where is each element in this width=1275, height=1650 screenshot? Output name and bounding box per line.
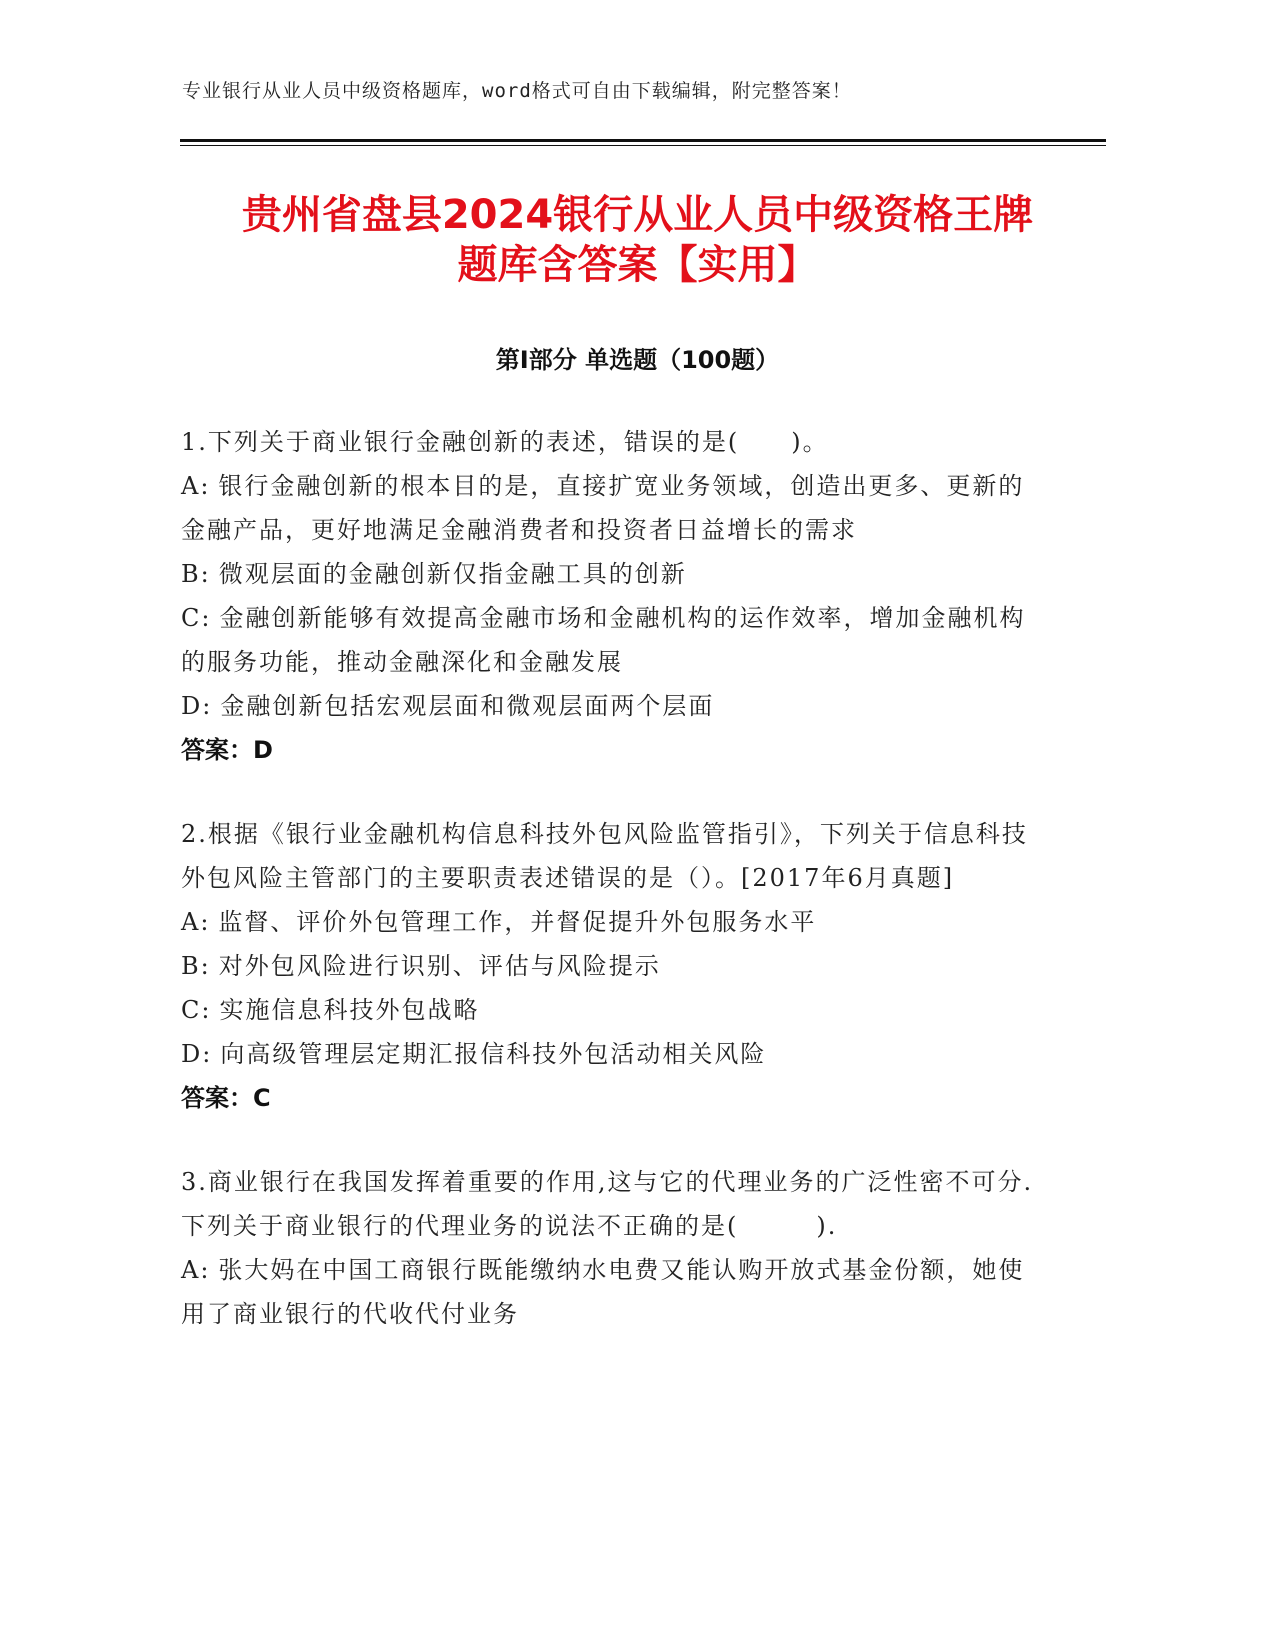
option-text: 监督、评价外包管理工作，并督促提升外包服务水平 <box>218 908 817 936</box>
option-key: D: <box>181 692 213 720</box>
option-text: 金融创新包括宏观层面和微观层面两个层面 <box>220 692 715 720</box>
question-2 <box>181 812 1041 1120</box>
question-stem: 1.下列关于商业银行金融创新的表述，错误的是( )。 <box>181 428 829 456</box>
option-key: A: <box>181 1256 211 1284</box>
option-text: 对外包风险进行识别、评估与风险提示 <box>218 952 661 980</box>
answer-label: 答案：D <box>181 736 273 764</box>
option-a <box>181 900 1041 944</box>
answer-label: 答案：C <box>181 1084 271 1112</box>
option-key: A: <box>181 908 211 936</box>
option-a <box>181 1248 1041 1336</box>
option-key: A: <box>181 472 211 500</box>
option-c <box>181 596 1041 684</box>
option-text: 实施信息科技外包战略 <box>219 996 480 1024</box>
option-key: C: <box>181 996 212 1024</box>
option-text: 微观层面的金融创新仅指金融工具的创新 <box>218 560 687 588</box>
question-stem: 3.商业银行在我国发挥着重要的作用,这与它的代理业务的广泛性密不可分.下列关于商业银行的代理业务的说法不正确的是( ). <box>181 1168 1034 1240</box>
title-line-1: 贵州省盘县2024银行从业人员中级资格王牌 <box>241 192 1034 238</box>
option-text: 张大妈在中国工商银行既能缴纳水电费又能认购开放式基金份额，她使用了商业银行的代收代付业务 <box>181 1256 1025 1328</box>
question-1 <box>181 420 1041 772</box>
option-text: 金融创新能够有效提高金融市场和金融机构的运作效率，增加金融机构的服务功能，推动金融深化和金融发展 <box>181 604 1026 676</box>
document-title <box>150 190 1125 290</box>
option-d <box>181 684 1041 728</box>
option-b <box>181 552 1041 596</box>
header-divider <box>180 139 1106 142</box>
question-stem: 2.根据《银行业金融机构信息科技外包风险监管指引》，下列关于信息科技外包风险主管部门的主要职责表述错误的是（）。[2017年6月真题] <box>181 820 1028 892</box>
option-c <box>181 988 1041 1032</box>
option-key: B: <box>181 560 211 588</box>
title-line-2: 题库含答案【实用】 <box>457 242 818 288</box>
header-note: 专业银行从业人员中级资格题库，word格式可自由下载编辑，附完整答案！ <box>182 80 852 102</box>
section-heading: 第Ⅰ部分 单选题（100题） <box>495 346 780 374</box>
option-key: B: <box>181 952 211 980</box>
option-text: 向高级管理层定期汇报信科技外包活动相关风险 <box>220 1040 767 1068</box>
option-key: C: <box>181 604 212 632</box>
option-key: D: <box>181 1040 213 1068</box>
header-divider-thin <box>180 145 1106 146</box>
question-3 <box>181 1160 1041 1336</box>
option-text: 银行金融创新的根本目的是，直接扩宽业务领域，创造出更多、更新的金融产品，更好地满足金融消费者和投资者日益增长的需求 <box>181 472 1025 544</box>
option-b <box>181 944 1041 988</box>
question-list <box>181 420 1041 1376</box>
option-a <box>181 464 1041 552</box>
option-d <box>181 1032 1041 1076</box>
